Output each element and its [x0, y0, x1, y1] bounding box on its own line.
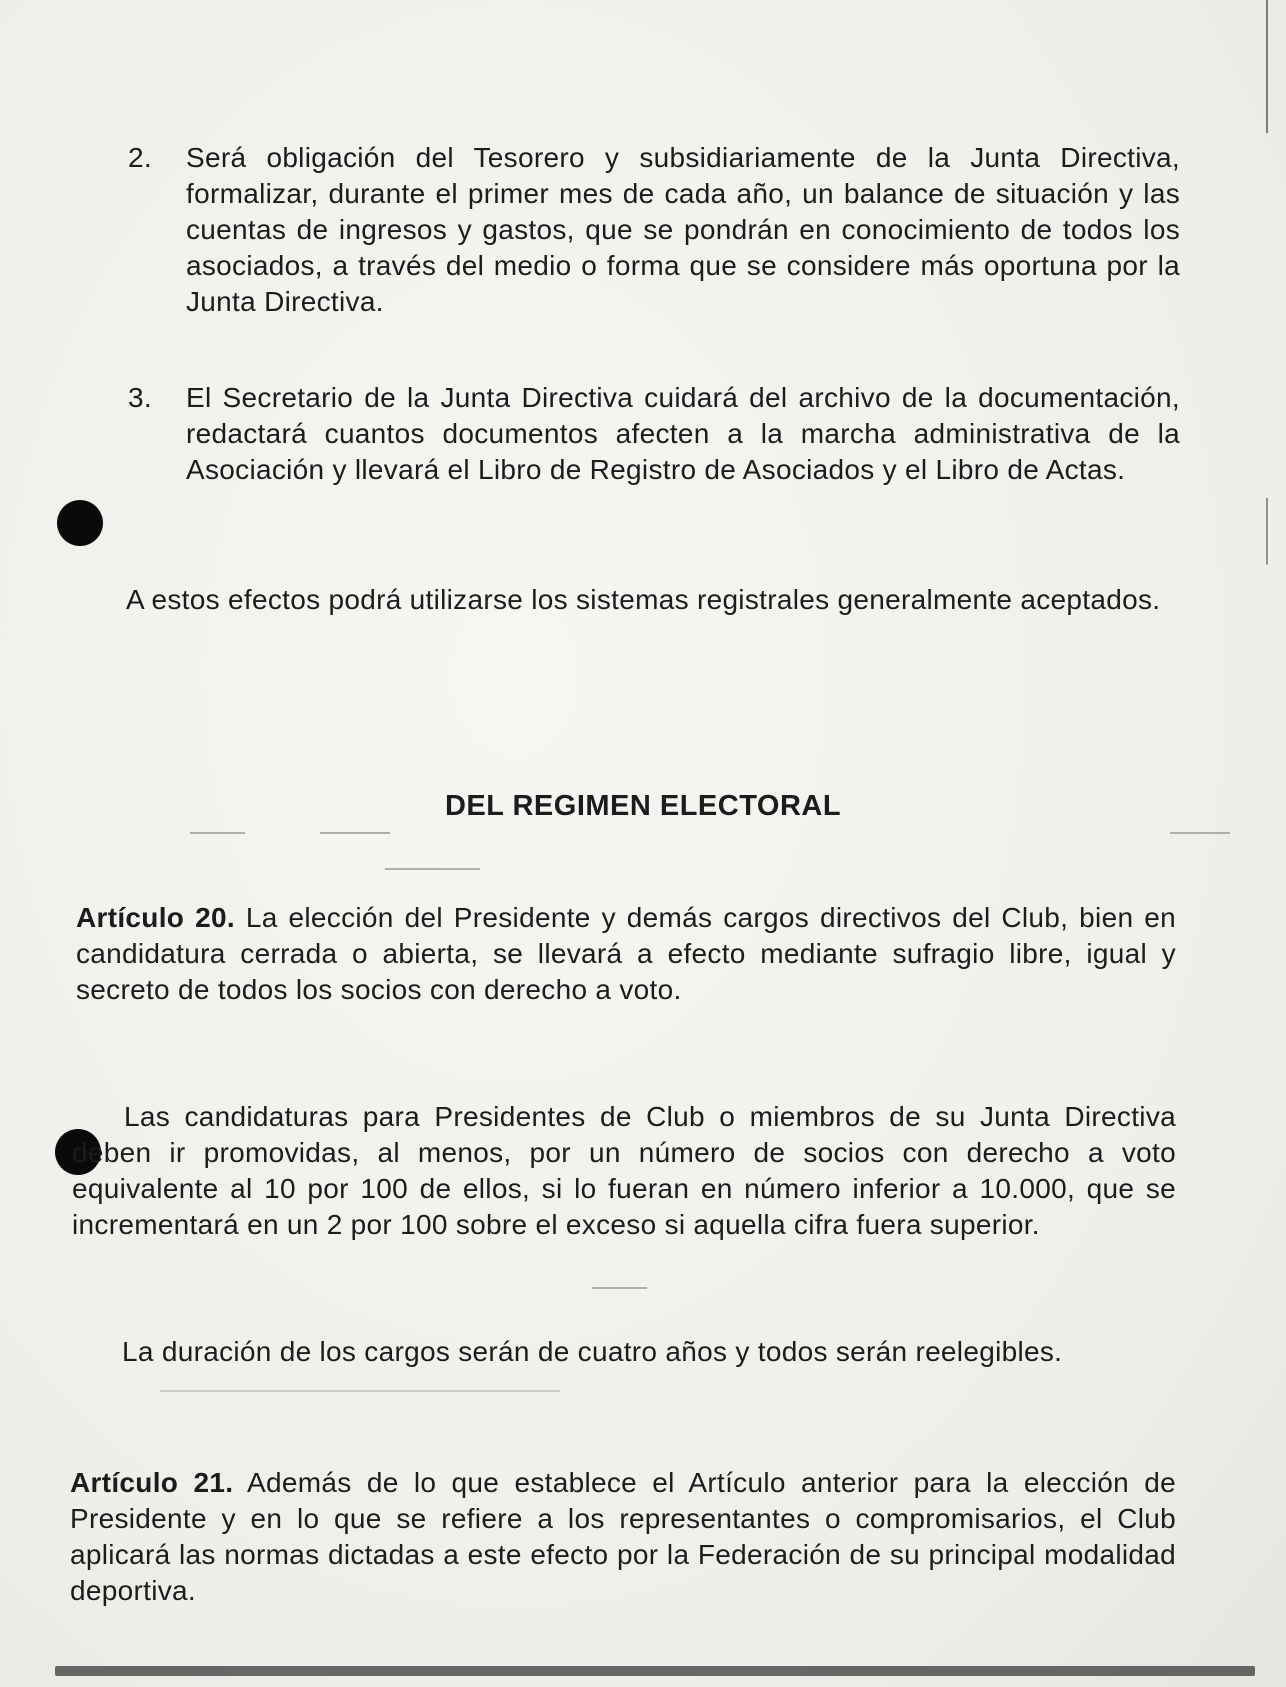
rule-dash [592, 1287, 647, 1289]
article-label: Artículo 21. [70, 1467, 234, 1498]
punch-hole-top [57, 500, 103, 546]
effects-paragraph: A estos efectos podrá utilizarse los sistemas registrales generalmente aceptados. [126, 584, 1161, 615]
article-21 [70, 1465, 1176, 1609]
rule-dash [320, 832, 390, 834]
candidacy-paragraph: Las candidaturas para Presidentes de Club o miembros de su Junta Directiva deben ir promovidas, al menos, por un número de socios con derecho a voto equivalente al 10 por 100 de ellos, si lo fueran en número inferior a 10.000, que se incrementará en un 2 por 100 sobre el exceso si aquella cifra fuera superior. [72, 1101, 1176, 1240]
page-edge-shadow [1266, 0, 1268, 1660]
article-text: Además de lo que establece el Artículo anterior para la elección de Presidente y en lo que se refiere a los representantes o compromisarios, el Club aplicará las normas dictadas a este efecto por la Federación de su principal modalidad deportiva. [70, 1467, 1176, 1606]
list-item-2 [128, 140, 1180, 320]
page-bottom-shadow [55, 1666, 1255, 1676]
article-text: La elección del Presidente y demás cargos directivos del Club, bien en candidatura cerrada o abierta, se llevará a efecto mediante sufragio libre, igual y secreto de todos los socios con derecho a voto. [76, 902, 1176, 1005]
list-number: 3. [128, 382, 152, 413]
list-number: 2. [128, 142, 152, 173]
list-item-text: El Secretario de la Junta Directiva cuidará del archivo de la documentación, redactará cuantos documentos afecten a la marcha administrativa de la Asociación y llevará el Libro de Registro de Asociados y el Libro de Actas. [186, 382, 1180, 485]
rule-dash [160, 1390, 560, 1392]
rule-dash [1170, 832, 1230, 834]
duration-paragraph: La duración de los cargos serán de cuatro años y todos serán reelegibles. [122, 1336, 1063, 1367]
article-20 [76, 900, 1176, 1008]
section-heading: DEL REGIMEN ELECTORAL [444, 790, 842, 822]
rule-dash [190, 832, 245, 834]
list-item-text: Será obligación del Tesorero y subsidiariamente de la Junta Directiva, formalizar, durante el primer mes de cada año, un balance de situación y las cuentas de ingresos y gastos, que se pondrán en conocimiento de todos los asociados, a través del medio o forma que se considere más oportuna por la Junta Directiva. [186, 142, 1180, 317]
list-item-3 [128, 380, 1180, 488]
rule-dash [385, 868, 480, 870]
article-label: Artículo 20. [76, 902, 235, 933]
